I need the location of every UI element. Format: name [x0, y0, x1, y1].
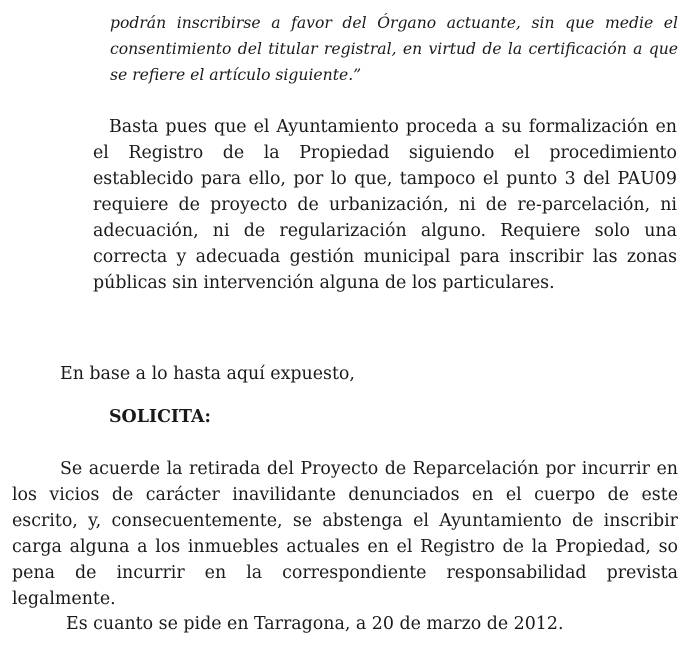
closing-line: Es cuanto se pide en Tarragona, a 20 de marzo de 2012. [66, 614, 564, 634]
quoted-legal-text: podrán inscribirse a favor del Órgano actuante, sin que medie el consentimiento del titular registral, en virtud de la certificación a que se refiere el artículo siguiente.” [110, 14, 678, 84]
request-heading: SOLICITA: [109, 407, 211, 427]
request-paragraph: Se acuerde la retirada del Proyecto de Reparcelación por incurrir en los vicios de carácter inavilidante denunciados en el cuerpo de este escrito, y, consecuentemente, se abstenga el Ayuntamiento de inscribir carga alguna a los inmuebles actuales en el Registro de la Propiedad, so pena de incurrir en la correspondiente responsabilidad prevista legalmente. [12, 459, 678, 609]
intro-line: En base a lo hasta aquí expuesto, [60, 364, 355, 384]
argument-paragraph: Basta pues que el Ayuntamiento proceda a su formalización en el Registro de la Propiedad siguiendo el procedimiento establecido para ello, por lo que, tampoco el punto 3 del PAU09 requiere de proyecto de urbanización, ni de re-parcelación, ni adecuación, ni de regularización alguno. Requiere solo una correcta y adecuada gestión municipal para inscribir las zonas públicas sin intervención alguna de los particulares. [93, 117, 677, 293]
